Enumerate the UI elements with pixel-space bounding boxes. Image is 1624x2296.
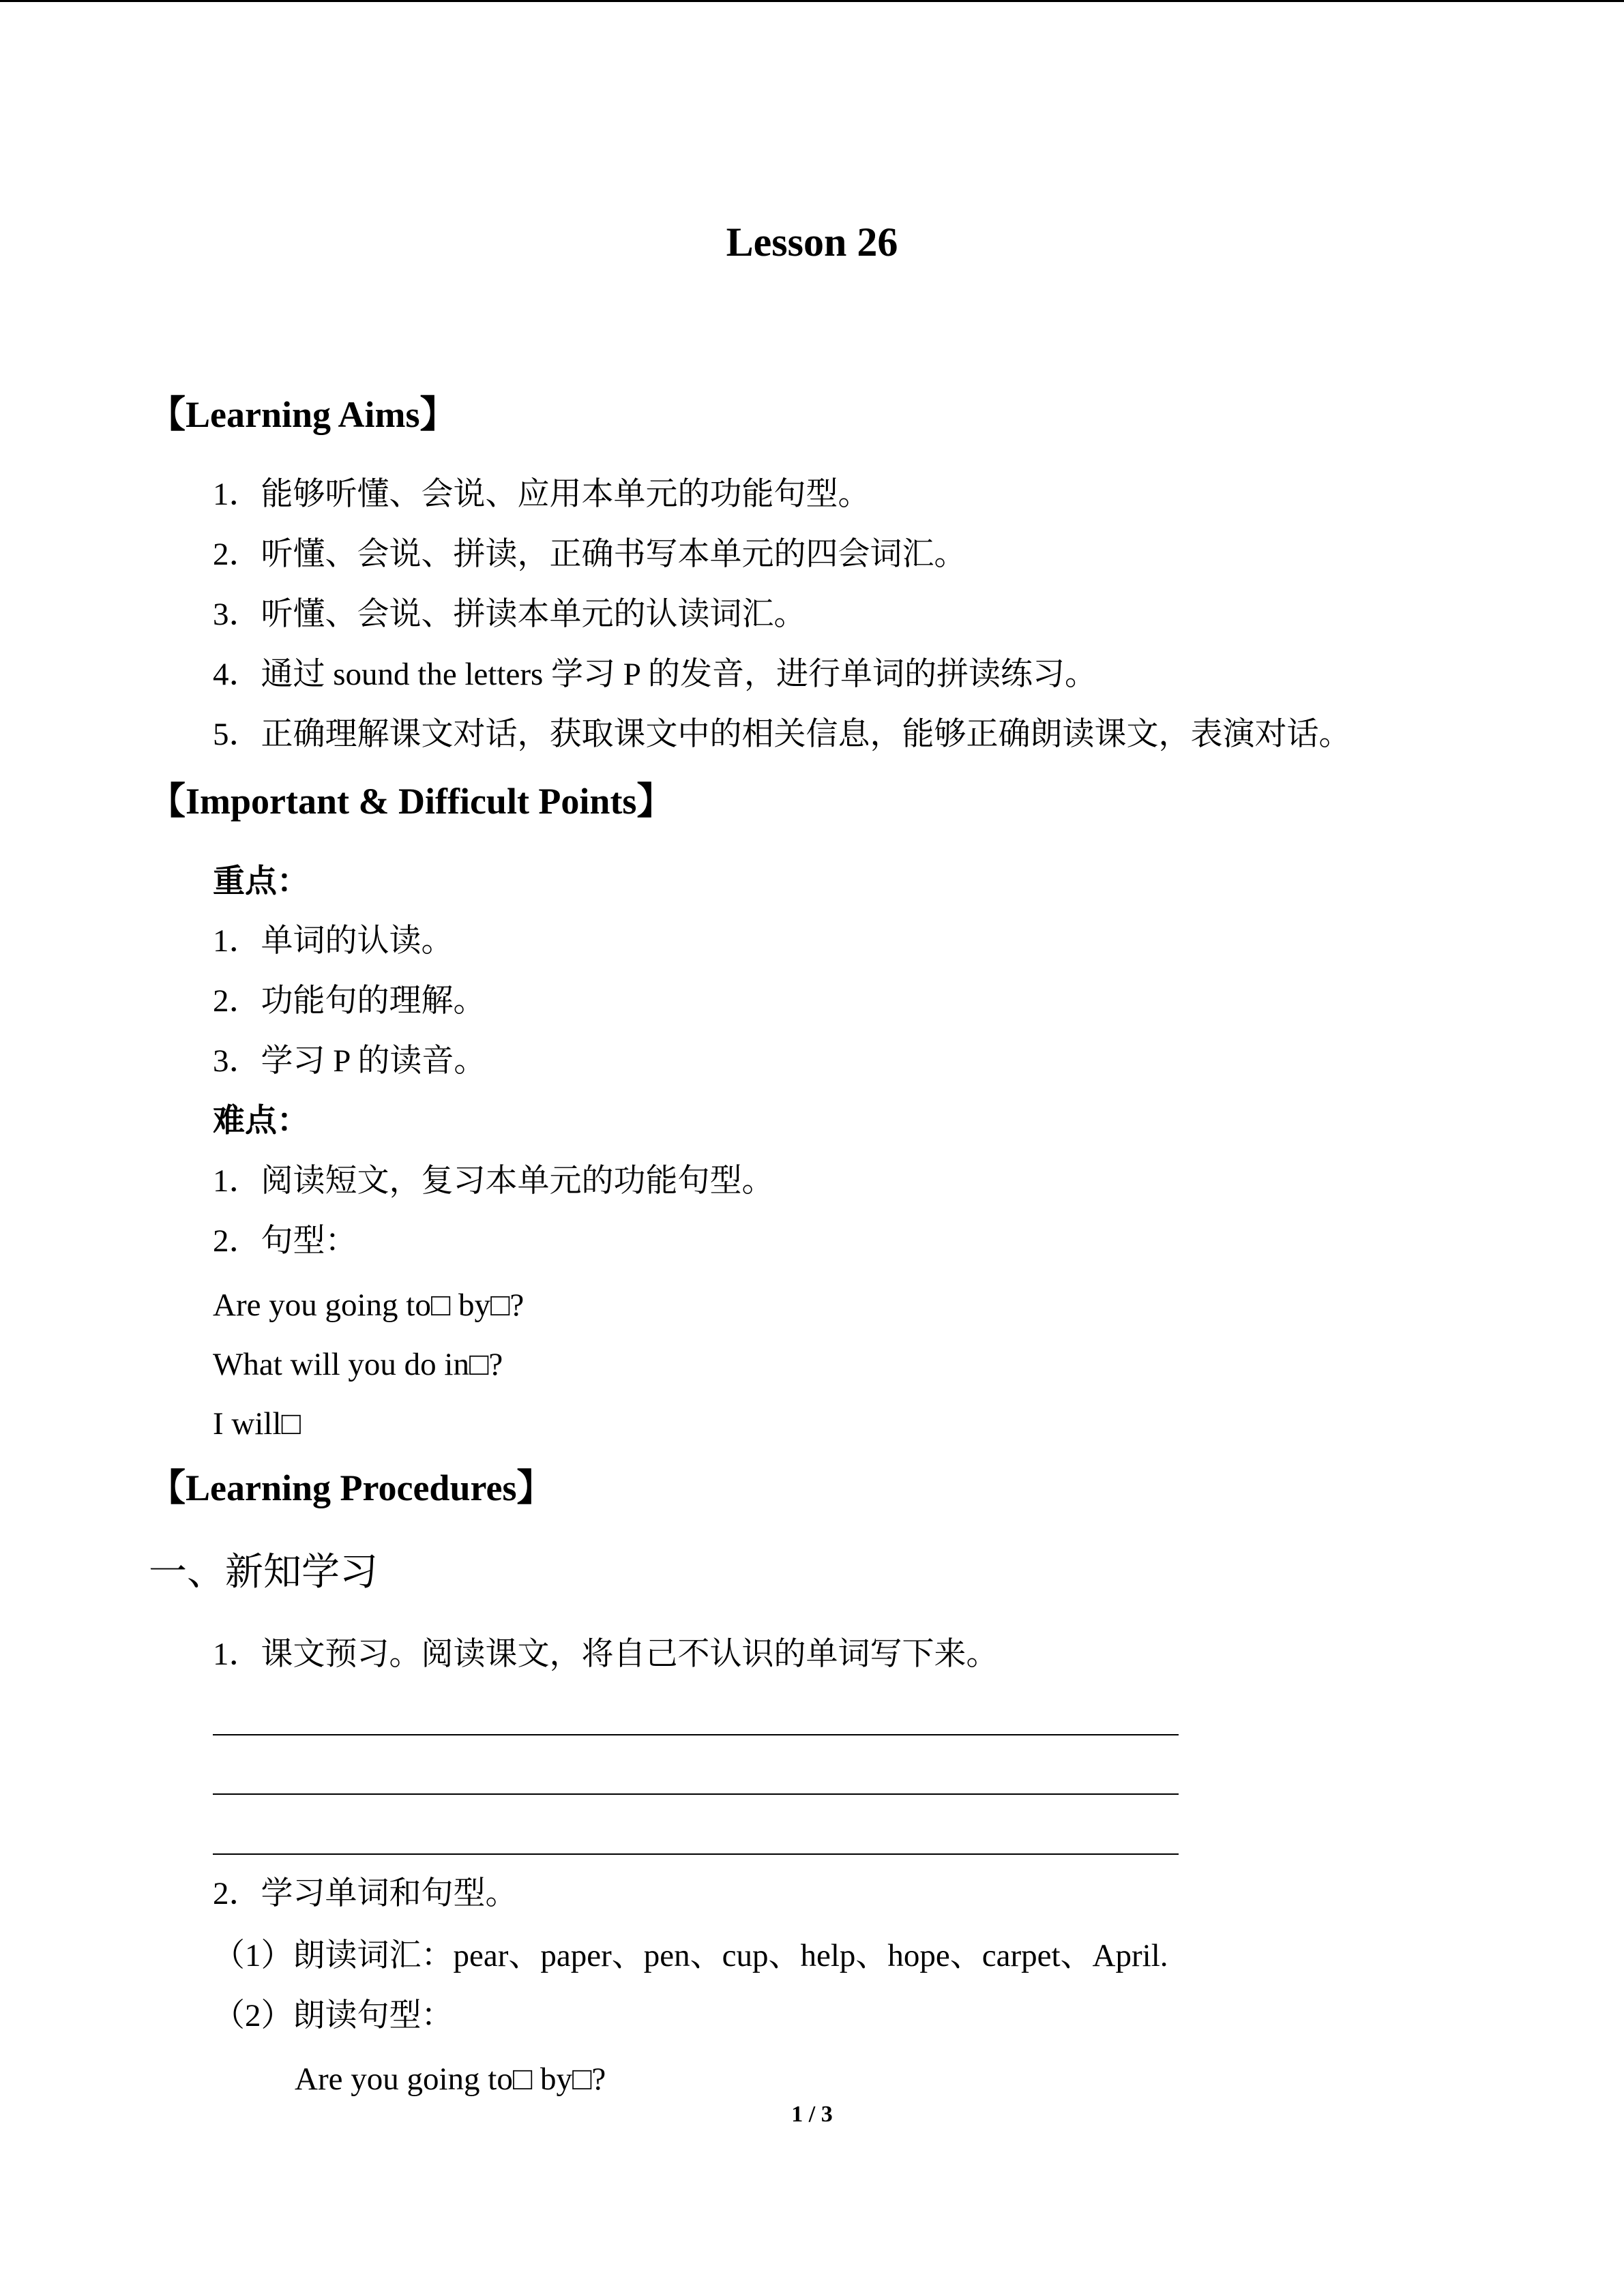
learning-aim-item: 1．能够听懂、会说、应用本单元的功能句型。 bbox=[213, 477, 870, 512]
step-one-text: 1．课文预习。阅读课文，将自己不认识的单词写下来。 bbox=[213, 1637, 999, 1672]
key-point-item: 2．功能句的理解。 bbox=[213, 983, 486, 1019]
sentence-pattern: I will□ bbox=[213, 1406, 301, 1442]
step-two-text: 2．学习单词和句型。 bbox=[213, 1876, 518, 1911]
learning-aim-item: 2．听懂、会说、拼读，正确书写本单元的四会词汇。 bbox=[213, 537, 966, 572]
key-points-label: 重点： bbox=[213, 864, 309, 899]
answer-blank-line[interactable] bbox=[213, 1853, 1179, 1855]
sentence-pattern: Are you going to□ by□? bbox=[213, 1287, 525, 1323]
key-point-item: 3．学习 P 的读音。 bbox=[213, 1043, 486, 1079]
sentence-pattern: Are you going to□ by□? bbox=[295, 2061, 606, 2097]
answer-blank-line[interactable] bbox=[213, 1793, 1179, 1795]
learning-aim-item: 5．正确理解课文对话，获取课文中的相关信息，能够正确朗读课文，表演对话。 bbox=[213, 717, 1351, 752]
important-difficult-heading: 【Important & Difficult Points】 bbox=[149, 781, 674, 822]
answer-blank-line[interactable] bbox=[213, 1734, 1179, 1735]
key-point-item: 1．单词的认读。 bbox=[213, 923, 454, 959]
learning-aims-heading: 【Learning Aims】 bbox=[149, 394, 457, 435]
learning-procedures-heading: 【Learning Procedures】 bbox=[149, 1467, 554, 1508]
page-top-border bbox=[0, 0, 1624, 2]
difficult-points-label: 难点： bbox=[213, 1103, 309, 1139]
section-one-title: 一、新知学习 bbox=[149, 1551, 378, 1594]
vocabulary-reading-item: （1）朗读词汇：pear、paper、pen、cup、help、hope、carpet、April. bbox=[213, 1938, 1168, 1973]
learning-aim-item: 3．听懂、会说、拼读本单元的认读词汇。 bbox=[213, 597, 806, 632]
difficult-point-item: 2．句型： bbox=[213, 1223, 357, 1259]
page-title: Lesson 26 bbox=[726, 220, 898, 265]
difficult-point-item: 1．阅读短文，复习本单元的功能句型。 bbox=[213, 1163, 774, 1199]
pattern-reading-item: （2）朗读句型： bbox=[213, 1998, 454, 2033]
sentence-pattern: What will you do in□? bbox=[213, 1347, 503, 1382]
learning-aim-item: 4．通过 sound the letters 学习 P 的发音，进行单词的拼读练习。 bbox=[213, 657, 1097, 692]
page-number: 1 / 3 bbox=[791, 2102, 833, 2127]
